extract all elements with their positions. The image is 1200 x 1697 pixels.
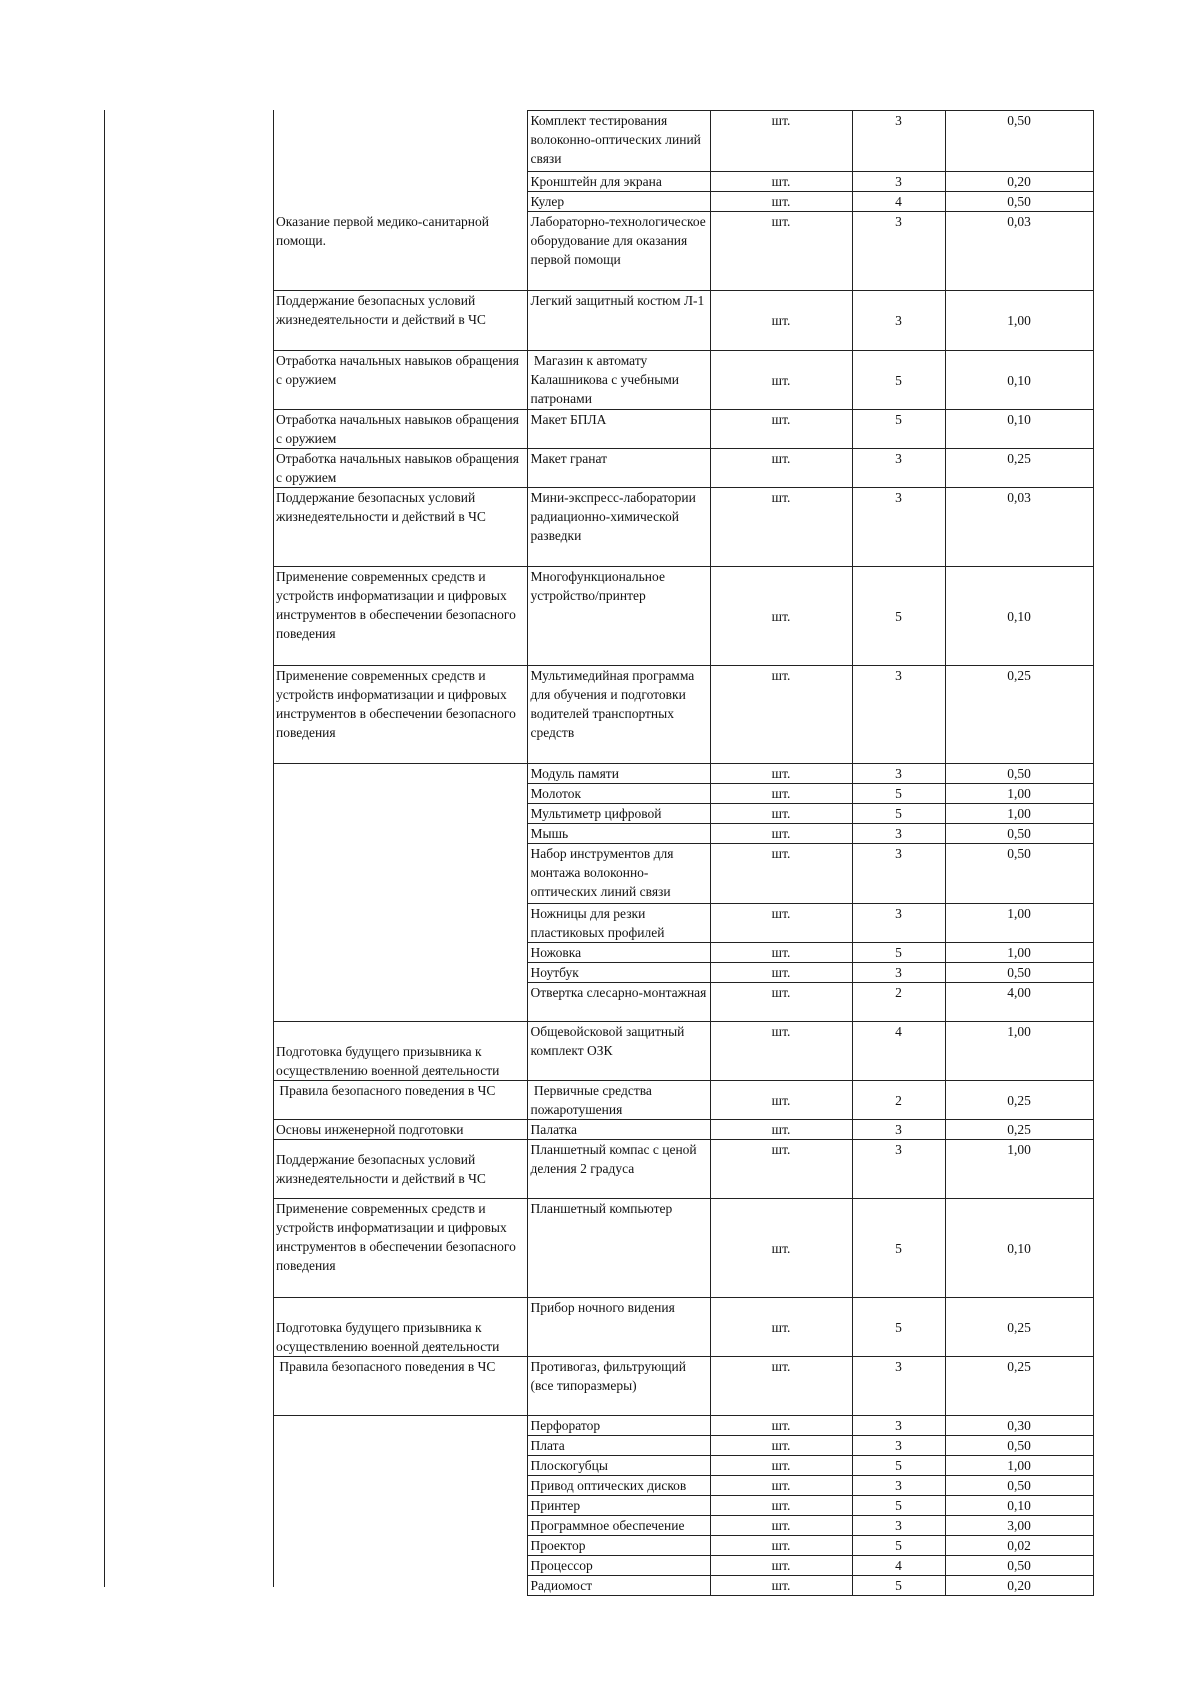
coef-cell: 0,50 (945, 844, 1093, 904)
coef-cell: 1,00 (945, 1022, 1093, 1081)
qty-cell: 5 (852, 410, 945, 449)
qty-cell: 3 (852, 1476, 945, 1496)
unit-cell: шт. (710, 1456, 852, 1476)
table-row (273, 567, 1093, 666)
unit-cell: шт. (710, 111, 852, 172)
unit-cell: шт. (710, 291, 852, 351)
lesson-cell: Подготовка будущего призывника к осуществлению военной деятельности (273, 1022, 527, 1081)
item-cell: Планшетный компас с ценой деления 2 градуса (527, 1140, 710, 1199)
coef-cell: 0,03 (945, 488, 1093, 567)
table-row (273, 1416, 1093, 1436)
qty-cell: 3 (852, 449, 945, 488)
item-cell: Принтер (527, 1496, 710, 1516)
item-cell: Программное обеспечение (527, 1516, 710, 1536)
unit-cell: шт. (710, 172, 852, 192)
coef-cell: 1,00 (945, 291, 1093, 351)
qty-cell: 5 (852, 1298, 945, 1357)
lesson-cell: Поддержание безопасных условий жизнедеятельности и действий в ЧС (273, 1140, 527, 1199)
table-row (273, 291, 1093, 351)
unit-cell: шт. (710, 1298, 852, 1357)
qty-cell: 4 (852, 1556, 945, 1576)
coef-cell: 1,00 (945, 1456, 1093, 1476)
coef-cell: 0,50 (945, 1556, 1093, 1576)
lesson-cell (273, 764, 527, 1022)
equipment-table-body (273, 111, 1093, 1596)
item-cell: Противогаз, фильтрующий (все типоразмеры) (527, 1357, 710, 1416)
qty-cell: 3 (852, 111, 945, 172)
item-cell: Первичные средства пожаротушения (527, 1081, 710, 1120)
qty-cell: 5 (852, 351, 945, 410)
coef-cell: 0,25 (945, 1357, 1093, 1416)
qty-cell: 5 (852, 1199, 945, 1298)
unit-cell: шт. (710, 1120, 852, 1140)
coef-cell: 4,00 (945, 983, 1093, 1022)
coef-cell: 0,25 (945, 1081, 1093, 1120)
qty-cell: 5 (852, 1576, 945, 1596)
coef-cell: 0,10 (945, 351, 1093, 410)
item-cell: Ножницы для резки пластиковых профилей (527, 904, 710, 943)
unit-cell: шт. (710, 1436, 852, 1456)
coef-cell: 0,10 (945, 1199, 1093, 1298)
item-cell: Макет гранат (527, 449, 710, 488)
unit-cell: шт. (710, 1496, 852, 1516)
item-cell: Прибор ночного видения (527, 1298, 710, 1357)
unit-cell: шт. (710, 488, 852, 567)
table-row (273, 1199, 1093, 1298)
unit-cell: шт. (710, 1140, 852, 1199)
item-cell: Процессор (527, 1556, 710, 1576)
unit-cell: шт. (710, 351, 852, 410)
item-cell: Мышь (527, 824, 710, 844)
qty-cell: 3 (852, 1357, 945, 1416)
table-row (273, 1140, 1093, 1199)
coef-cell: 0,50 (945, 963, 1093, 983)
lesson-cell: Отработка начальных навыков обращения с оружием (273, 449, 527, 488)
qty-cell: 3 (852, 963, 945, 983)
qty-cell: 3 (852, 1416, 945, 1436)
coef-cell: 0,25 (945, 449, 1093, 488)
qty-cell: 3 (852, 1516, 945, 1536)
item-cell: Мини-экспресс-лаборатории радиационно-химической разведки (527, 488, 710, 567)
item-cell: Магазин к автомату Калашникова с учебными патронами (527, 351, 710, 410)
item-cell: Палатка (527, 1120, 710, 1140)
coef-cell: 0,25 (945, 1298, 1093, 1357)
table-row (273, 488, 1093, 567)
unit-cell: шт. (710, 1536, 852, 1556)
coef-cell: 0,50 (945, 824, 1093, 844)
qty-cell: 3 (852, 844, 945, 904)
table-row (273, 1022, 1093, 1081)
item-cell: Легкий защитный костюм Л-1 (527, 291, 710, 351)
coef-cell: 0,50 (945, 1476, 1093, 1496)
qty-cell: 3 (852, 904, 945, 943)
item-cell: Ножовка (527, 943, 710, 963)
item-cell: Макет БПЛА (527, 410, 710, 449)
coef-cell: 0,50 (945, 111, 1093, 172)
item-cell: Кронштейн для экрана (527, 172, 710, 192)
lesson-cell (273, 1416, 527, 1596)
coef-cell: 0,10 (945, 1496, 1093, 1516)
qty-cell: 3 (852, 291, 945, 351)
lesson-cell: Оказание первой медико-санитарной помощи. (273, 212, 527, 291)
qty-cell: 3 (852, 666, 945, 764)
qty-cell: 3 (852, 824, 945, 844)
table-row (273, 410, 1093, 449)
coef-cell: 1,00 (945, 1140, 1093, 1199)
table-row (273, 351, 1093, 410)
coef-cell: 0,30 (945, 1416, 1093, 1436)
qty-cell: 5 (852, 567, 945, 666)
unit-cell: шт. (710, 983, 852, 1022)
qty-cell: 3 (852, 1436, 945, 1456)
coef-cell: 1,00 (945, 904, 1093, 943)
unit-cell: шт. (710, 904, 852, 943)
coef-cell: 1,00 (945, 943, 1093, 963)
coef-cell: 0,50 (945, 192, 1093, 212)
item-cell: Многофункциональное устройство/принтер (527, 567, 710, 666)
lesson-cell: Применение современных средств и устройств информатизации и цифровых инструментов в обеспечении безопасного поведения (273, 567, 527, 666)
lesson-cell: Основы инженерной подготовки (273, 1120, 527, 1140)
coef-cell: 3,00 (945, 1516, 1093, 1536)
lesson-cell: Применение современных средств и устройств информатизации и цифровых инструментов в обеспечении безопасного поведения (273, 666, 527, 764)
qty-cell: 3 (852, 212, 945, 291)
table-row (273, 764, 1093, 784)
coef-cell: 1,00 (945, 804, 1093, 824)
left-margin-rule (104, 110, 105, 1587)
item-cell: Комплект тестирования волоконно-оптических линий связи (527, 111, 710, 172)
coef-cell: 0,20 (945, 1576, 1093, 1596)
item-cell: Плата (527, 1436, 710, 1456)
item-cell: Перфоратор (527, 1416, 710, 1436)
item-cell: Ноутбук (527, 963, 710, 983)
unit-cell: шт. (710, 1476, 852, 1496)
coef-cell: 0,03 (945, 212, 1093, 291)
item-cell: Планшетный компьютер (527, 1199, 710, 1298)
item-cell: Мультиметр цифровой (527, 804, 710, 824)
qty-cell: 5 (852, 804, 945, 824)
unit-cell: шт. (710, 804, 852, 824)
item-cell: Привод оптических дисков (527, 1476, 710, 1496)
table-row (273, 1298, 1093, 1357)
table-row (273, 449, 1093, 488)
unit-cell: шт. (710, 1556, 852, 1576)
coef-cell: 0,20 (945, 172, 1093, 192)
unit-cell: шт. (710, 784, 852, 804)
item-cell: Лабораторно-технологическое оборудование для оказания первой помощи (527, 212, 710, 291)
coef-cell: 1,00 (945, 784, 1093, 804)
unit-cell: шт. (710, 764, 852, 784)
unit-cell: шт. (710, 666, 852, 764)
table-row (273, 1120, 1093, 1140)
qty-cell: 3 (852, 1120, 945, 1140)
unit-cell: шт. (710, 410, 852, 449)
qty-cell: 2 (852, 1081, 945, 1120)
lesson-cell: Правила безопасного поведения в ЧС (273, 1357, 527, 1416)
item-cell: Проектор (527, 1536, 710, 1556)
item-cell: Молоток (527, 784, 710, 804)
coef-cell: 0,50 (945, 1436, 1093, 1456)
coef-cell: 0,25 (945, 666, 1093, 764)
unit-cell: шт. (710, 1081, 852, 1120)
table-row (273, 111, 1093, 172)
table-row (273, 1081, 1093, 1120)
item-cell: Плоскогубцы (527, 1456, 710, 1476)
unit-cell: шт. (710, 1022, 852, 1081)
qty-cell: 5 (852, 784, 945, 804)
unit-cell: шт. (710, 1416, 852, 1436)
unit-cell: шт. (710, 963, 852, 983)
qty-cell: 3 (852, 488, 945, 567)
qty-cell: 3 (852, 172, 945, 192)
coef-cell: 0,25 (945, 1120, 1093, 1140)
item-cell: Общевойсковой защитный комплект ОЗК (527, 1022, 710, 1081)
item-cell: Мультимедийная программа для обучения и подготовки водителей транспортных средств (527, 666, 710, 764)
lesson-cell (273, 111, 527, 212)
item-cell: Радиомост (527, 1576, 710, 1596)
item-cell: Модуль памяти (527, 764, 710, 784)
table-row (273, 212, 1093, 291)
unit-cell: шт. (710, 824, 852, 844)
unit-cell: шт. (710, 844, 852, 904)
item-cell: Набор инструментов для монтажа волоконно-оптических линий связи (527, 844, 710, 904)
unit-cell: шт. (710, 1516, 852, 1536)
item-cell: Отвертка слесарно-монтажная (527, 983, 710, 1022)
lesson-cell: Поддержание безопасных условий жизнедеятельности и действий в ЧС (273, 291, 527, 351)
lesson-cell: Отработка начальных навыков обращения с оружием (273, 351, 527, 410)
coef-cell: 0,10 (945, 567, 1093, 666)
item-cell: Кулер (527, 192, 710, 212)
unit-cell: шт. (710, 567, 852, 666)
lesson-cell: Правила безопасного поведения в ЧС (273, 1081, 527, 1120)
unit-cell: шт. (710, 192, 852, 212)
qty-cell: 5 (852, 1456, 945, 1476)
qty-cell: 4 (852, 1022, 945, 1081)
unit-cell: шт. (710, 943, 852, 963)
lesson-cell: Подготовка будущего призывника к осуществлению военной деятельности (273, 1298, 527, 1357)
qty-cell: 3 (852, 1140, 945, 1199)
qty-cell: 2 (852, 983, 945, 1022)
unit-cell: шт. (710, 1357, 852, 1416)
unit-cell: шт. (710, 1576, 852, 1596)
table-row (273, 666, 1093, 764)
qty-cell: 5 (852, 1536, 945, 1556)
lesson-cell: Отработка начальных навыков обращения с оружием (273, 410, 527, 449)
qty-cell: 5 (852, 943, 945, 963)
lesson-cell: Применение современных средств и устройств информатизации и цифровых инструментов в обеспечении безопасного поведения (273, 1199, 527, 1298)
unit-cell: шт. (710, 212, 852, 291)
qty-cell: 5 (852, 1496, 945, 1516)
lesson-cell: Поддержание безопасных условий жизнедеятельности и действий в ЧС (273, 488, 527, 567)
coef-cell: 0,02 (945, 1536, 1093, 1556)
table-row (273, 1357, 1093, 1416)
unit-cell: шт. (710, 1199, 852, 1298)
unit-cell: шт. (710, 449, 852, 488)
qty-cell: 3 (852, 764, 945, 784)
coef-cell: 0,50 (945, 764, 1093, 784)
coef-cell: 0,10 (945, 410, 1093, 449)
qty-cell: 4 (852, 192, 945, 212)
equipment-table (273, 110, 1094, 1596)
